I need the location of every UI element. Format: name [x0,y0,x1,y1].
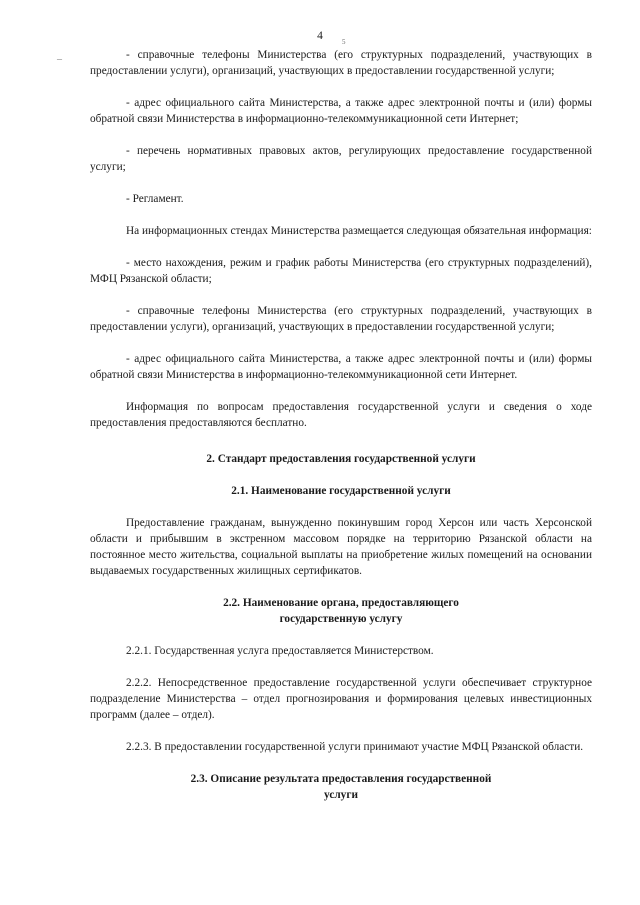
section-2-2-title [90,595,592,627]
page-mark: 5 [342,38,346,46]
section-2-2-title-line2: государственную услугу [279,613,403,625]
paragraph-website-2: - адрес официального сайта Министерства, а также адрес электронной почты и (или) формы обратной связи Министерства в информационно-телекоммуникационной сети Интернет. [90,353,592,381]
paragraph-stands-intro: На информационных стендах Министерства размещается следующая обязательная информация: [126,225,592,237]
section-2-3-title-line1: 2.3. Описание результата предоставления государственной [190,773,492,785]
paragraph-phones: - справочные телефоны Министерства (его структурных подразделений, участвующих в предоставлении услуги), организаций, участвующих в предоставлении государственной услуги; [90,49,592,77]
section-2-1-text: Предоставление гражданам, вынужденно покинувшим город Херсон или часть Херсонской области и прибывшим в экстренном массовом порядке на территорию Рязанской области на постоянное место жительства, социальной выплаты на приобретение жилых помещений на основании выдаваемых государственных жилищных сертификатов. [90,517,592,577]
paragraph-phones-2: - справочные телефоны Министерства (его структурных подразделений, участвующих в предоставлении услуги), организаций, участвующих в предоставлении государственной услуги; [90,305,592,333]
margin-mark: – [57,54,62,65]
section-2-1-title: 2.1. Наименование государственной услуги [231,485,451,497]
paragraph-free-info: Информация по вопросам предоставления государственной услуги и сведения о ходе предоставления предоставляются бесплатно. [90,401,592,429]
paragraph-location: - место нахождения, режим и график работы Министерства (его структурных подразделений), МФЦ Рязанской области; [90,257,592,285]
section-2-2-3: 2.2.3. В предоставлении государственной услуги принимают участие МФЦ Рязанской области. [126,741,584,753]
section-2-2-2: 2.2.2. Непосредственное предоставление государственной услуги обеспечивает структурное подразделение Министерства – отдел прогнозирования и формирования целевых инвестиционных программ (далее – отдел). [90,677,592,721]
page-number-value: 4 [317,30,323,42]
paragraph-website: - адрес официального сайта Министерства, а также адрес электронной почты и (или) формы обратной связи Министерства в информационно-телекоммуникационной сети Интернет; [90,97,592,125]
section-2-2-1: 2.2.1. Государственная услуга предоставляется Министерством. [126,645,434,657]
document-body [90,47,592,819]
section-2-title: 2. Стандарт предоставления государственной услуги [206,453,476,465]
section-2-3-title-line2: услуги [324,789,358,801]
section-2-2-title-line1: 2.2. Наименование органа, предоставляющего [223,597,459,609]
section-2-3-title [90,771,592,803]
paragraph-reglament: - Регламент. [126,193,184,205]
page-number [0,30,640,46]
paragraph-legal-acts: - перечень нормативных правовых актов, регулирующих предоставление государственной услуги; [90,145,592,173]
